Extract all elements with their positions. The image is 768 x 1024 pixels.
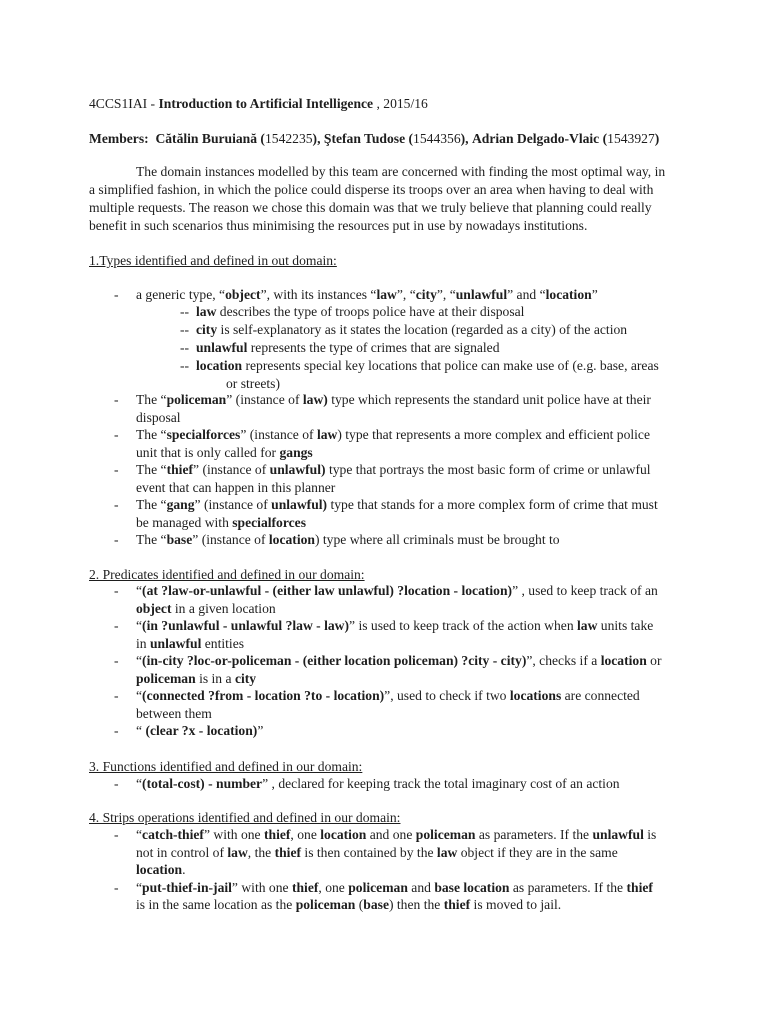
text: are connected between them [136, 688, 640, 721]
text: , one [318, 879, 349, 895]
text: ” is used to keep track of the action when [349, 618, 578, 633]
text: “ [136, 776, 143, 791]
member-2-close: ), [460, 131, 469, 146]
text: “ [136, 723, 146, 738]
text-continued: or streets) [226, 375, 280, 391]
text: is in the same location as the [136, 897, 296, 912]
text: represents the type of crimes that are signaled [247, 340, 500, 355]
term: unlawful [149, 635, 202, 651]
term: locations [509, 688, 562, 703]
text: is moved to jail. [470, 897, 562, 912]
course-year: , 2015/16 [373, 96, 428, 111]
text: ”, with its instances “ [260, 287, 377, 302]
text: describes the type of troops police have at their disposal [216, 304, 525, 319]
text: ) type where all criminals must be brought to [314, 532, 560, 547]
members-label: Members: [89, 131, 149, 146]
text: ” with one [203, 827, 264, 842]
sub-item-law [180, 303, 680, 321]
text: The “ [136, 427, 167, 442]
text: ” [257, 723, 264, 738]
course-line [89, 95, 428, 113]
text: ” (instance of [226, 392, 303, 407]
term: policeman [166, 392, 227, 407]
text: as parameters. If the [475, 827, 593, 842]
text: The “ [136, 532, 167, 547]
text: and one [366, 827, 416, 842]
text: is not in control of [136, 827, 657, 860]
text: ”, “ [436, 287, 456, 302]
term: thief [274, 844, 302, 860]
term: specialforces [166, 427, 241, 442]
text: , one [290, 827, 321, 842]
text: ” (instance of [192, 532, 269, 547]
member-1-close: ), [312, 131, 321, 146]
text: entities [201, 635, 245, 651]
text: is in a [195, 670, 235, 686]
term: law [376, 287, 397, 302]
intro-line-1: The domain instances modelled by this team are concerned with finding the most optimal way, in [136, 164, 666, 179]
term: city [234, 670, 257, 686]
term: (total-cost) - number [142, 776, 263, 791]
term: object [225, 287, 261, 302]
text: type that portrays the most basic form of crime or unlawful event that can happen in this planner [136, 462, 651, 495]
sub-item-unlawful [180, 339, 680, 357]
section-1-heading: 1.Types identified and defined in out domain: [89, 253, 337, 268]
term: law [196, 304, 217, 319]
text: ”, “ [396, 287, 416, 302]
intro-line-4: benefit in such scenarios thus minimising the resources put in use by nowadays institutions. [89, 218, 588, 233]
section-2-heading: 2. Predicates identified and defined in our domain: [89, 567, 365, 582]
text: ” , used to keep track of an [512, 583, 658, 598]
term: thief [166, 462, 194, 477]
member-3-close: ) [654, 131, 660, 146]
text: ” [591, 287, 598, 302]
term: gangs [279, 444, 313, 460]
text: “ [136, 583, 143, 598]
text: “ [136, 879, 143, 895]
term: law [316, 427, 338, 442]
intro-line-3: multiple requests. The reason we chose this domain was that we truly believe that planning could really [89, 200, 652, 215]
sub-item-city [180, 321, 680, 339]
text: . [182, 862, 186, 877]
member-2-id: 1544356 [413, 131, 461, 146]
list-item [0, 617, 662, 652]
list-item [0, 496, 662, 531]
term: gang [166, 497, 195, 512]
text: a generic type, “ [136, 287, 226, 302]
text: “ [136, 827, 143, 842]
list-item [0, 879, 662, 914]
text: ” , declared for keeping track the total imaginary cost of an action [262, 776, 620, 791]
strips-list [0, 826, 662, 914]
text: ” (instance of [193, 462, 270, 477]
member-3-id: 1543927 [607, 131, 655, 146]
text: units take in [136, 618, 654, 651]
double-dash: -- [180, 322, 190, 337]
term: policeman [348, 879, 408, 895]
predicates-list [0, 582, 662, 740]
term: location [320, 827, 367, 842]
term: law) [302, 392, 328, 407]
term: thief [443, 897, 471, 912]
list-item [0, 722, 662, 740]
text: type that stands for a more complex form of crime that must be managed with [136, 497, 658, 530]
types-list-b [0, 391, 662, 549]
text: represents special key locations that police can make use of (e.g. base, areas [242, 358, 659, 373]
member-3-name: Adrian Delgado-Vlaic ( [471, 131, 608, 146]
types-list-a [0, 286, 662, 304]
text: ( [355, 897, 364, 912]
term: (connected ?from - location ?to - location) [142, 688, 385, 703]
text: or [646, 653, 662, 668]
text: in a given location [171, 600, 276, 616]
list-item [0, 286, 662, 304]
text: ”, checks if a [526, 653, 601, 668]
text: object if they are in the same [457, 844, 618, 860]
text: type which represents the standard unit police have at their disposal [136, 392, 651, 425]
text: ) type that represents a more complex and efficient police unit that is only called for [136, 427, 650, 460]
list-item [0, 391, 662, 426]
term: base [166, 532, 193, 547]
term: unlawful) [269, 462, 326, 477]
functions-list [0, 775, 662, 793]
term: thief [626, 879, 653, 895]
text: The “ [136, 497, 167, 512]
term: object [136, 600, 172, 616]
member-2-name: Ştefan Tudose ( [323, 131, 414, 146]
term: (at ?law-or-unlawful - (either law unlawful) ?location - location) [142, 583, 513, 598]
section-4-heading: 4. Strips operations identified and defined in our domain: [89, 810, 401, 825]
term: policeman [415, 827, 476, 842]
term: law [227, 844, 248, 860]
term: base location [434, 879, 510, 895]
term: policeman [295, 897, 356, 912]
text: ”, used to check if two [384, 688, 510, 703]
term: location [136, 862, 183, 877]
list-item [0, 461, 662, 496]
list-item [0, 826, 662, 879]
list-item [0, 426, 662, 461]
text: The “ [136, 462, 167, 477]
list-item [0, 582, 662, 617]
text: ” (instance of [194, 497, 272, 512]
intro-line-2: a simplified fashion, in which the police could disperse its troops over an area when having to deal with [89, 182, 654, 197]
text: , the [247, 844, 275, 860]
text: ” (instance of [240, 427, 317, 442]
sub-item-location [180, 357, 680, 392]
term: location [545, 287, 592, 302]
text: The “ [136, 392, 167, 407]
list-item [0, 687, 662, 722]
term: unlawful) [271, 497, 328, 512]
term: base [363, 897, 389, 912]
members-line [89, 130, 659, 148]
term: (in ?unlawful - unlawful ?law - law) [142, 618, 350, 633]
text: “ [136, 618, 143, 633]
text: as parameters. If the [509, 879, 627, 895]
text: “ [136, 688, 143, 703]
term: (in-city ?loc-or-policeman - (either location policeman) ?city - city) [142, 653, 527, 668]
list-item [0, 531, 662, 549]
term: city [415, 287, 437, 302]
text: ) then the [388, 897, 444, 912]
course-title: Introduction to Artificial Intelligence [158, 96, 374, 111]
double-dash: -- [180, 340, 190, 355]
term: catch-thief [142, 827, 204, 842]
term: city [196, 322, 218, 337]
list-item [0, 775, 662, 793]
term: law [436, 844, 458, 860]
list-item [0, 652, 662, 687]
text: “ [136, 653, 143, 668]
text: is self-explanatory as it states the location (regarded as a city) of the action [217, 322, 628, 337]
term: specialforces [232, 514, 307, 530]
course-code: 4CCS1IAI - [89, 96, 159, 111]
term: put-thief-in-jail [142, 879, 232, 895]
member-1-id: 1542235 [264, 131, 313, 146]
term: unlawful [455, 287, 508, 302]
section-3-heading: 3. Functions identified and defined in our domain: [89, 759, 363, 774]
text: and [407, 879, 435, 895]
term: location [600, 653, 647, 668]
text: ” with one [231, 879, 292, 895]
double-dash: -- [180, 358, 190, 373]
text: ” and “ [507, 287, 546, 302]
term: thief [291, 879, 319, 895]
term: thief [263, 827, 291, 842]
text: is then contained by the [301, 844, 437, 860]
term: location [196, 358, 243, 373]
double-dash: -- [180, 304, 190, 319]
term: policeman [136, 670, 196, 686]
term: unlawful [592, 827, 644, 842]
term: law [577, 618, 598, 633]
term: unlawful [196, 340, 248, 355]
member-1-name: Cătălin Buruiană ( [155, 131, 265, 146]
term: location [268, 532, 315, 547]
term: (clear ?x - location) [145, 723, 258, 738]
